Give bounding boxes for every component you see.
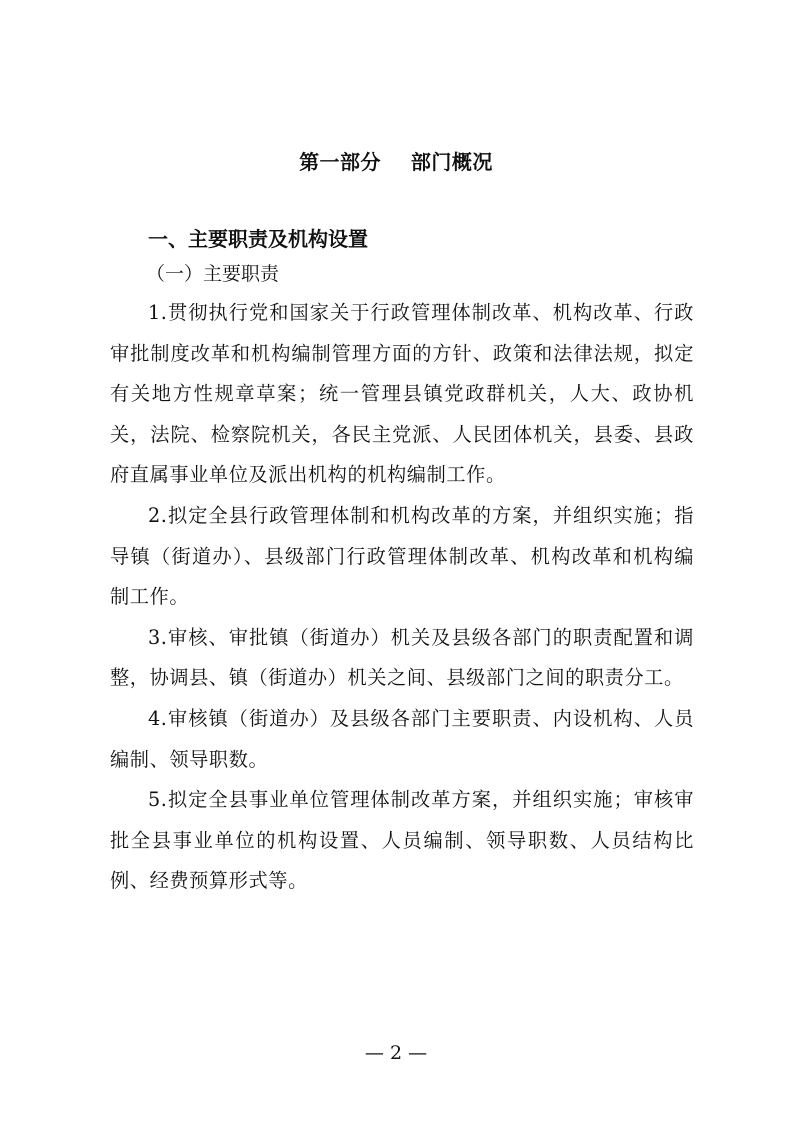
- part-title: 第一部分 部门概况: [299, 150, 493, 174]
- paragraph-4: 4.审核镇（街道办）及县级各部门主要职责、内设机构、人员编制、领导职数。: [110, 706, 694, 771]
- paragraph-2: 2.拟定全县行政管理体制和机构改革的方案，并组织实施；指导镇（街道办）、县级部门行政管理体制改革、机构改革和机构编制工作。: [110, 503, 694, 609]
- paragraph-5: 5.拟定全县事业单位管理体制改革方案，并组织实施；审核审批全县事业单位的机构设置、人员编制、领导职数、人员结构比例、经费预算形式等。: [110, 788, 694, 893]
- sub-heading: （一）主要职责: [146, 263, 280, 285]
- paragraph-1: 1.贯彻执行党和国家关于行政管理体制改革、机构改革、行政审批制度改革和机构编制管理方面的方针、政策和法律法规，拟定有关地方性规章草案；统一管理县镇党政群机关，人大、政协机关，法院、检察院机关，各民主党派、人民团体机关，县委、县政府直属事业单位及派出机构的机构编制工作。: [110, 301, 694, 487]
- page-number: — 2 —: [364, 1042, 428, 1064]
- paragraph-3: 3.审核、审批镇（街道办）机关及县级各部门的职责配置和调整，协调县、镇（街道办）机关之间、县级部门之间的职责分工。: [110, 625, 694, 690]
- section-heading: 一、主要职责及机构设置: [148, 227, 368, 251]
- body-text: [110, 293, 694, 902]
